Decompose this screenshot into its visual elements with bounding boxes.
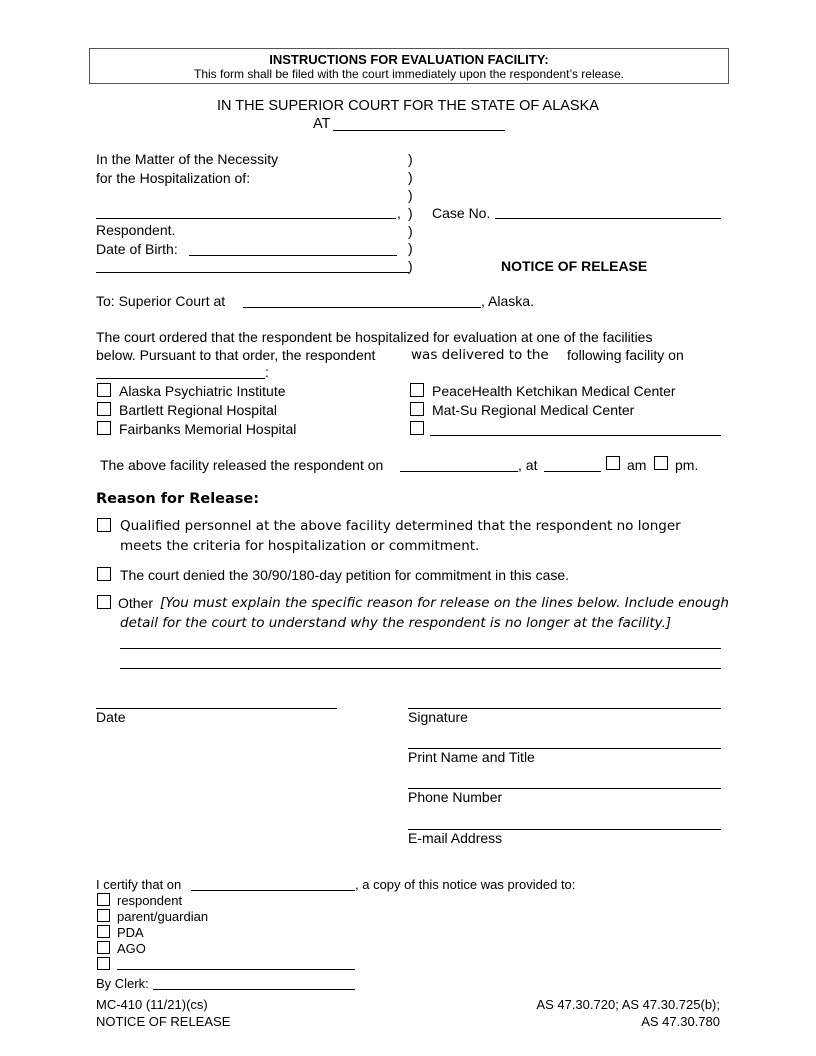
respondent-comma: , [397, 205, 401, 221]
release-time-field[interactable] [544, 471, 601, 472]
facility-checkbox[interactable] [97, 402, 111, 416]
facility-checkbox[interactable] [97, 383, 111, 397]
case-no-field[interactable] [495, 218, 721, 219]
instructions-box [89, 48, 729, 84]
matter-line-1: In the Matter of the Necessity [96, 151, 279, 167]
facility-label: Bartlett Regional Hospital [119, 402, 277, 418]
am-label: am [627, 457, 647, 473]
footer-form-number: MC-410 (11/21)(cs) [96, 997, 208, 1012]
pm-label: pm. [675, 457, 699, 473]
respondent-name-field[interactable] [96, 218, 396, 219]
release-at: , at [518, 457, 538, 473]
caption-paren: ) [408, 240, 413, 256]
dob-field[interactable] [189, 255, 397, 256]
date-field[interactable] [96, 708, 337, 709]
body-line-1: The court ordered that the respondent be hospitalized for evaluation at one of the facilities [96, 329, 653, 345]
facility-checkbox[interactable] [410, 402, 424, 416]
facility-label: Fairbanks Memorial Hospital [119, 421, 297, 437]
recipient-checkbox[interactable] [97, 893, 110, 906]
recipient-checkbox[interactable] [97, 925, 110, 938]
reason-option1-line1: Qualified personnel at the above facility determined that the respondent no longer [120, 518, 681, 534]
email-label: E-mail Address [408, 830, 503, 846]
recipient-label: respondent [117, 893, 183, 908]
dob-label: Date of Birth: [96, 241, 178, 257]
reason-option2: The court denied the 30/90/180-day petition for commitment in this case. [120, 567, 570, 583]
reason-explanation-line[interactable] [120, 668, 721, 669]
recipient-other-checkbox[interactable] [97, 957, 110, 970]
body-line-2c: following facility on [567, 347, 684, 363]
recipient-other-field[interactable] [117, 969, 355, 970]
reason-other-checkbox[interactable] [97, 595, 111, 609]
print-name-label: Print Name and Title [408, 749, 535, 765]
release-prefix: The above facility released the respondent on [100, 457, 384, 473]
caption-paren: ) [408, 258, 413, 274]
recipient-checkbox[interactable] [97, 909, 110, 922]
caption-paren: ) [408, 223, 413, 239]
certify-date-field[interactable] [191, 890, 355, 891]
facility-label: PeaceHealth Ketchikan Medical Center [432, 383, 676, 399]
court-location-field[interactable] [333, 130, 505, 131]
reason-option1-line2: meets the criteria for hospitalization or commitment. [120, 538, 480, 554]
clerk-signature-field[interactable] [153, 989, 355, 990]
footer-statute-line1: AS 47.30.720; AS 47.30.725(b); [536, 997, 720, 1012]
caption-paren: ) [408, 205, 413, 221]
reason-heading: Reason for Release: [96, 491, 260, 507]
instructions-title: INSTRUCTIONS FOR EVALUATION FACILITY: [269, 52, 549, 67]
facility-other-checkbox[interactable] [410, 421, 424, 435]
facility-label: Alaska Psychiatric Institute [119, 383, 286, 399]
instructions-text: This form shall be filed with the court immediately upon the respondent’s release. [193, 67, 624, 81]
date-label: Date [96, 709, 126, 725]
reason-denied-checkbox[interactable] [97, 567, 111, 581]
court-at-field[interactable] [243, 307, 481, 308]
facility-checkbox[interactable] [97, 421, 111, 435]
certify-suffix: , a copy of this notice was provided to: [355, 877, 576, 892]
body-line-2b: was delivered to the [411, 347, 549, 363]
reason-other-line2: detail for the court to understand why the respondent is no longer at the facility.] [120, 615, 672, 631]
certify-prefix: I certify that on [96, 877, 182, 892]
court-heading: IN THE SUPERIOR COURT FOR THE STATE OF ALASKA [217, 98, 599, 114]
case-no-label: Case No. [432, 205, 491, 221]
reason-other-label: Other [118, 595, 154, 611]
by-clerk-label: By Clerk: [96, 976, 149, 991]
form-title: NOTICE OF RELEASE [501, 258, 648, 274]
recipient-label: parent/guardian [117, 909, 209, 924]
am-checkbox[interactable] [606, 456, 620, 470]
facility-label: Mat-Su Regional Medical Center [432, 402, 635, 418]
facility-other-field[interactable] [430, 435, 721, 436]
caption-paren: ) [408, 187, 413, 203]
caption-bottom-line [96, 272, 409, 273]
reason-explanation-line[interactable] [120, 648, 721, 649]
court-at-label: AT [313, 116, 331, 132]
phone-label: Phone Number [408, 789, 503, 805]
to-prefix: To: Superior Court at [96, 293, 226, 309]
recipient-checkbox[interactable] [97, 941, 110, 954]
reason-other-line1: [You must explain the specific reason for release on the lines below. Include enough [160, 595, 729, 611]
footer-statute-line2: AS 47.30.780 [641, 1014, 720, 1029]
recipient-label: AGO [117, 941, 146, 956]
recipient-label: PDA [117, 925, 144, 940]
facility-checkbox[interactable] [410, 383, 424, 397]
release-date-field[interactable] [400, 471, 518, 472]
caption-paren: ) [408, 169, 413, 185]
body-colon: : [265, 364, 269, 380]
delivery-date-field[interactable] [96, 378, 265, 379]
body-line-2a: below. Pursuant to that order, the respondent [96, 347, 376, 363]
matter-line-2: for the Hospitalization of: [96, 170, 251, 186]
reason-qualified-checkbox[interactable] [97, 518, 111, 532]
signature-label: Signature [408, 709, 468, 725]
to-suffix: , Alaska. [481, 293, 534, 309]
footer-form-name: NOTICE OF RELEASE [96, 1014, 231, 1029]
caption-paren: ) [408, 151, 413, 167]
respondent-label: Respondent. [96, 222, 176, 238]
pm-checkbox[interactable] [654, 456, 668, 470]
